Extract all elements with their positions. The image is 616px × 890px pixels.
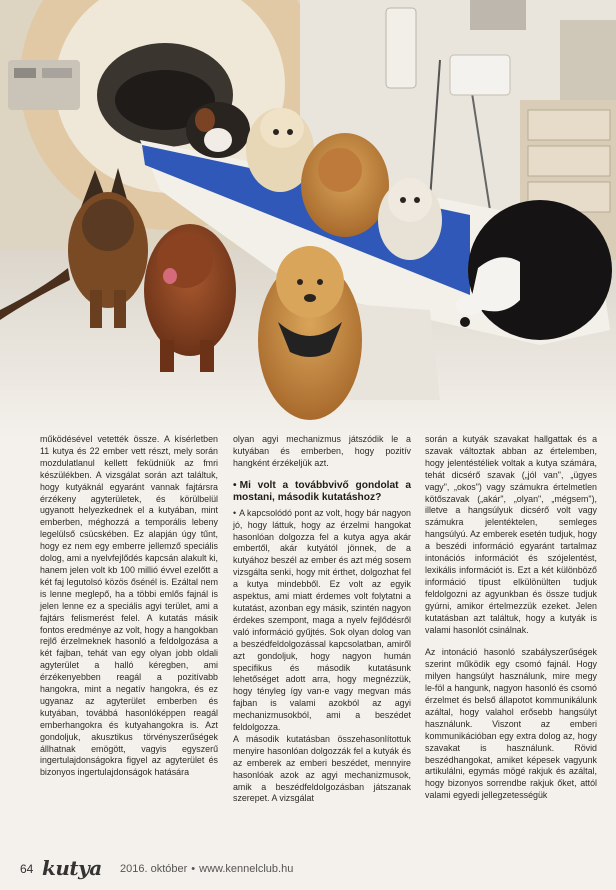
question-heading [233, 480, 411, 505]
column-1-text: működésével vetették össze. A kísérletben 11 kutya és 22 ember vett részt, mely során mozdulatlanul kellett feküdniük az fmri készülékben. A vizsgálat során azt találtuk, hogy kutyáknál egyaránt vannak fajtársra érzékeny agyterületek, és körülbelül ugyanott helyezkednek el a kutyában, mint emberben, méghozzá a temporális lebeny legelülső csücskében. Ez alapján úgy tűnt, hogy ez nem egy emberre jellemző speciális dolog, ami a nyelvfejlődés kapcsán alakult ki, hanem jelen volt kb 100 millió évvel ezelőtt a két faj legutolsó közös ősénél is. Ezáltal nem is lenne meglepő, ha a többi emlős fajnál is jelen lenne ez a speciális agyi terület, ami a fajtárs felismerést felel. A kutatás másik fontos eredménye az volt, hogy a hangokban rejlő érzelmeknek hasonló a feldolgozása a két fajban, tehát van egy olyan jobb oldali agyterület a halló kéregben, ami érzékenyebben reagál a pozitívabb hangokra, mint a negatív hangokra, és ez ugyanaz az agyterület emberben és kutyában, továbbá hasonlóképpen reagál emberhangokra és kutyahangokra is. Azt gondoljuk, akusztikus törvényszerűségek állhatnak emögött, vagyis egyszerű ingertulajdonságokra figyel az agyterület és bizonyos ingertulajdonságok hatására [40, 434, 218, 778]
dogs-mri-photo [0, 0, 616, 440]
column-2-paragraph-2: A második kutatásban összehasonlítottuk menyire hasonlóan dolgozzák fel a kutyák és az emberek az emberi beszédet, mennyire hasonlóak azok az agyi mechanizmusok, amik a beszédfeldolgozásban játszanak szerepet. A vizsgálat [233, 733, 411, 804]
footer-separator: • [191, 863, 196, 875]
page-footer [0, 852, 616, 890]
column-2-paragraph-1 [233, 508, 411, 734]
column-3-paragraph-1: során a kutyák szavakat hallgattak és a szavak változtak abban az értelemben, hogy jelentéstéliek voltak a kutya számára, tehát dicsérő szavak („jól van", „ügyes vagy", „okos") vagy számukra értelmetlen kötőszavak („akár", „olyan", „mégsem"), illetve a hangsúlyuk dicsérő volt vagy számukra jelentéktelen, semleges hangsúlyú. Az emberek esetén tudjuk, hogy a beszédi információ egyaránt tartalmaz intonációs információt és szójelentést, lexikális információt is. Ezt a két különböző információ típust elkülönülten tudjuk feldolgozni az agyunkban és össze tudjuk gyúrni, amikor értelmezzük ezeket. Jelen kutatásban azt találtuk, hogy a kutyák is valami hasonlót csinálnak. [425, 434, 597, 635]
magazine-logo: kutya [42, 856, 102, 880]
page-number: 64 [20, 862, 34, 876]
issue-date: 2016. október [120, 863, 188, 875]
column-3-paragraph-2: Az intonáció hasonló szabályszerűségek szerint működik egy csomó fajnál. Hogy milyen hangsúlyt használunk, mire megy le-föl a hangunk, nagyon hasonló és csomó érzelmet és belső állapotot kommunikálunk azáltal, hogy valahol erősebb hangsúlyt használunk. Viszont az emberi kommunikációban egy extra dolog az, hogy szavakat is használunk. Rövid beszédhangokat, amiket képesek vagyunk artikulálni, egymás mögé rakjuk és azáltal, hogy bizonyos sorrendbe rakjuk őket, attól valami egyedi jellegzetességük [425, 647, 597, 801]
column-2-intro: olyan agyi mechanizmus játszódik le a kutyában és emberben, hogy pozitív hangként érzékeljük azt. [233, 434, 411, 468]
article-column-3 [425, 434, 597, 802]
paragraph-bullet: • [233, 507, 237, 518]
dog-on-bed-3 [301, 133, 389, 237]
footer-info [120, 863, 293, 875]
article-column-2 [233, 434, 411, 805]
column-2-paragraph-1-text: A kapcsolódó pont az volt, hogy bár nagyon jó, hogy láttuk, hogy az érzelmi hangokat hasonlóan dolgozza fel a kutya agya akár embertől, akár kutyától jönnek, de a kutyához beszél az ember és azt még sosem vizsgálta senki, hogy mit érthet, dolgozhat fel a kutya mindebből. Ez volt az egyik aspektus, ami miatt érdemes volt folytatni a kutatást, azonban egy másik, szintén nagyon érdekes szempont, maga a nyelv fejlődésről való információ gyűjtés. Sok olyan dolog van a beszédfeldolgozással kapcsolatban, amiről azt gondoljuk, hogy nagyon humán specifikus és második kutatásunk lehetőséget adott arra, hogy megnézzük, hogy tényleg így van-e vagy megvan más fajban is valami azokból az agyi mechanizmusokból, ami a beszédet feldolgozza. [233, 507, 411, 733]
heading-bullet: • [233, 479, 237, 491]
question-heading-text: Mi volt a továbbvivő gondolat a mostani, második kutatáshoz? [233, 479, 411, 504]
dog-on-bed-1 [186, 102, 250, 158]
website-link[interactable]: www.kennelclub.hu [199, 863, 294, 875]
article-column-1 [40, 434, 218, 779]
